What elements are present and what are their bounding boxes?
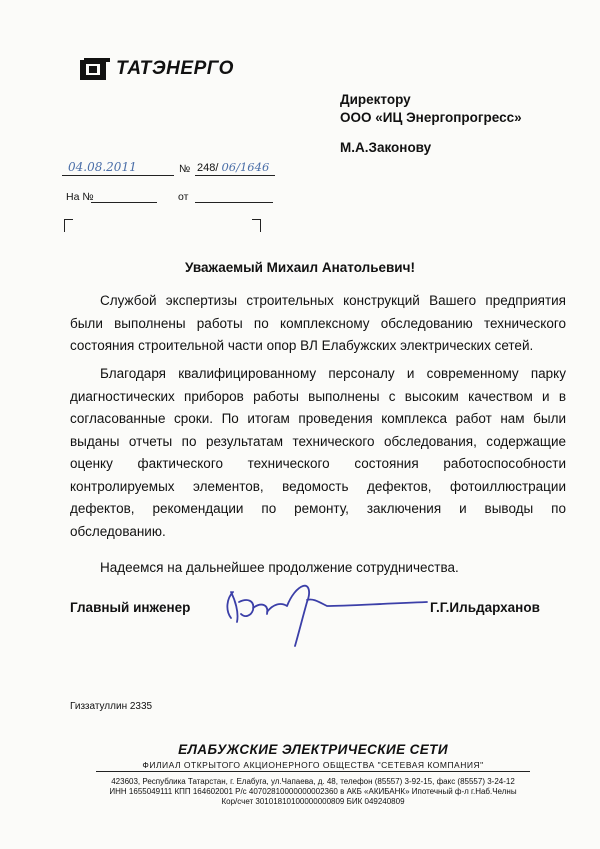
reference-line [91,202,157,203]
reference-label: На № [66,191,94,203]
from-label: от [178,191,189,203]
handwritten-signature [195,562,445,652]
paragraph-3: Надеемся на дальнейшее продолжение сотрудничества. [100,560,459,575]
from-line [195,202,273,203]
registration-number-label: № [179,163,191,175]
salutation: Уважаемый Михаил Анатольевич! [185,260,415,275]
registration-number-printed: 248/ [197,162,219,174]
corner-mark-left [64,219,73,232]
paragraph-2: Благодаря квалифицированному персоналу и современному парку диагностических приборов работы выполнены с высоким качеством и в согласованные сроки. По итогам проведения комплекса работ нам были выданы отчеты по результатам технического обследования, содержащие оценку фактического технического состояния работоспособности контролируемых элементов, ведомость дефектов, фотоиллюстрации дефектов, рекомендации по ремонту, заключения и выводы по обследованию. [70,366,566,539]
signatory-name: Г.Г.Ильдарханов [430,600,540,615]
footer-corr-account: Кор/счет 30101810100000000809 БИК 049240809 [221,797,405,806]
tatenergo-logo-icon [80,58,110,80]
corner-mark-right [252,219,261,232]
footer-title: ЕЛАБУЖСКИЕ ЭЛЕКТРИЧЕСКИЕ СЕТИ [178,742,448,757]
addressee-company: ООО «ИЦ Энергопрогресс» [340,110,522,125]
paragraph-1: Службой экспертизы строительных конструкций Вашего предприятия были выполнены работы по комплексному обследованию технического состояния строительной части опор ВЛ Елабужских электрических сетей. [70,293,566,353]
footer-address: 423603, Республика Татарстан, г. Елабуга, ул.Чапаева, д. 48, телефон (85557) 3-92-15, факс (85557) 3-24-12 [111,777,515,786]
footer-subtitle: ФИЛИАЛ ОТКРЫТОГО АКЦИОНЕРНОГО ОБЩЕСТВА "СЕТЕВАЯ КОМПАНИЯ" [142,760,484,770]
logo-text: ТАТЭНЕРГО [116,58,234,79]
footer-divider [96,771,530,772]
addressee-position: Директору [340,92,411,107]
footer-bank-details: ИНН 1655049111 КПП 164602001 Р/с 40702810000000002360 в АКБ «АКИБАНК» Ипотечный ф-л г.Наб.Челны [109,787,517,796]
company-logo [80,58,234,80]
registration-number [195,160,275,176]
registration-number-handwritten: 06/1646 [221,160,270,174]
addressee-name: М.А.Законову [340,140,432,155]
registration-date: 04.08.2011 [62,160,174,176]
signatory-role: Главный инженер [70,600,191,615]
executor-note: Гиззатуллин 2335 [70,701,153,712]
